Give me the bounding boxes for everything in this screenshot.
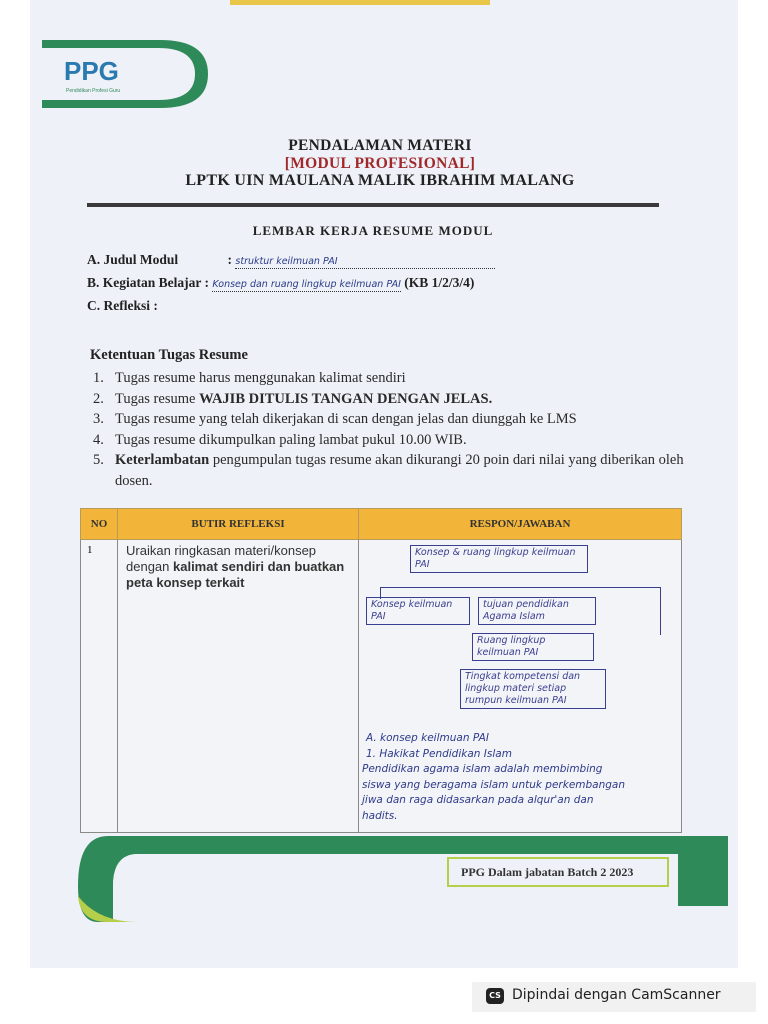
- ketentuan-title: Ketentuan Tugas Resume: [90, 347, 248, 363]
- field-kegiatan: [87, 275, 474, 292]
- map-root: Konsep & ruang lingkup keilmuan PAI: [410, 545, 588, 573]
- field-refleksi: C. Refleksi :: [87, 298, 158, 313]
- top-color-band: [230, 0, 490, 5]
- camscanner-icon: CS: [486, 988, 504, 1004]
- map-connector: [380, 587, 660, 588]
- map-node: Konsep keilmuan PAI: [366, 597, 470, 625]
- judul-label: A. Judul Modul: [87, 252, 179, 267]
- field-judul: A. Judul Modul : struktur keilmuan PAI: [87, 252, 495, 269]
- footer-text: PPG Dalam jabatan Batch 2 2023: [461, 865, 634, 879]
- kegiatan-answer: Konsep dan ruang lingkup keilmuan PAI: [212, 275, 401, 292]
- camscanner-text: Dipindai dengan CamScanner: [512, 987, 721, 1003]
- svg-text:Pendidikan Profesi Guru: Pendidikan Profesi Guru: [66, 88, 121, 94]
- judul-answer: struktur keilmuan PAI: [235, 252, 495, 269]
- kegiatan-label: B. Kegiatan Belajar :: [87, 275, 209, 290]
- header-no: NO: [81, 509, 118, 540]
- heading-pendalaman: PENDALAMAN MATERI: [288, 137, 472, 154]
- row-butir: Uraikan ringkasan materi/konsep dengan kalimat sendiri dan buatkan peta konsep terkait: [118, 540, 359, 833]
- ketentuan-item: 3. Tugas resume yang telah dikerjakan di scan dengan jelas dan diunggah ke LMS: [93, 411, 577, 427]
- header-butir: BUTIR REFLEKSI: [118, 509, 359, 540]
- ppg-logo: [40, 38, 210, 110]
- table-row: [81, 540, 682, 833]
- worksheet-title: LEMBAR KERJA RESUME MODUL: [252, 223, 494, 238]
- heading-lptk: LPTK UIN MAULANA MALIK IBRAHIM MALANG: [185, 172, 575, 189]
- map-node: Tingkat kompetensi dan lingkup materi setiap rumpun keilmuan PAI: [460, 669, 606, 709]
- row-number: 1: [81, 540, 118, 833]
- map-node: tujuan pendidikan Agama Islam: [478, 597, 596, 625]
- map-node: Ruang lingkup keilmuan PAI: [472, 633, 594, 661]
- svg-text:PPG: PPG: [64, 56, 119, 86]
- map-connector: [660, 587, 661, 635]
- ketentuan-item: 5. Keterlambatan pengumpulan tugas resume akan dikurangi 20 poin dari nilai yang diberikan oleh dosen.: [93, 452, 684, 489]
- header-divider: [87, 203, 659, 207]
- camscanner-watermark: [472, 982, 756, 1012]
- ketentuan-list: [90, 368, 690, 491]
- ketentuan-item: 4. Tugas resume dikumpulkan paling lambat pukul 10.00 WIB.: [93, 431, 467, 448]
- header-respon: RESPON/JAWABAN: [359, 509, 682, 540]
- concept-map: [360, 541, 680, 831]
- refleksi-table: [80, 508, 682, 833]
- handwritten-notes: A. konsep keilmuan PAI 1. Hakikat Pendidikan Islam Pendidikan agama islam adalah membimbing siswa yang beragama islam untuk perkembangan jiwa dan raga didasarkan pada alqur'an dan hadits.: [362, 732, 626, 822]
- kegiatan-suffix: (KB 1/2/3/4): [404, 275, 475, 290]
- ketentuan-item: 2. Tugas resume WAJIB DITULIS TANGAN DENGAN JELAS.: [93, 390, 493, 407]
- ketentuan-item: 1. Tugas resume harus menggunakan kalimat sendiri: [93, 370, 406, 386]
- heading-modul: [MODUL PROFESIONAL]: [284, 155, 476, 172]
- footer-band: [68, 836, 728, 922]
- row-respon: [359, 540, 682, 833]
